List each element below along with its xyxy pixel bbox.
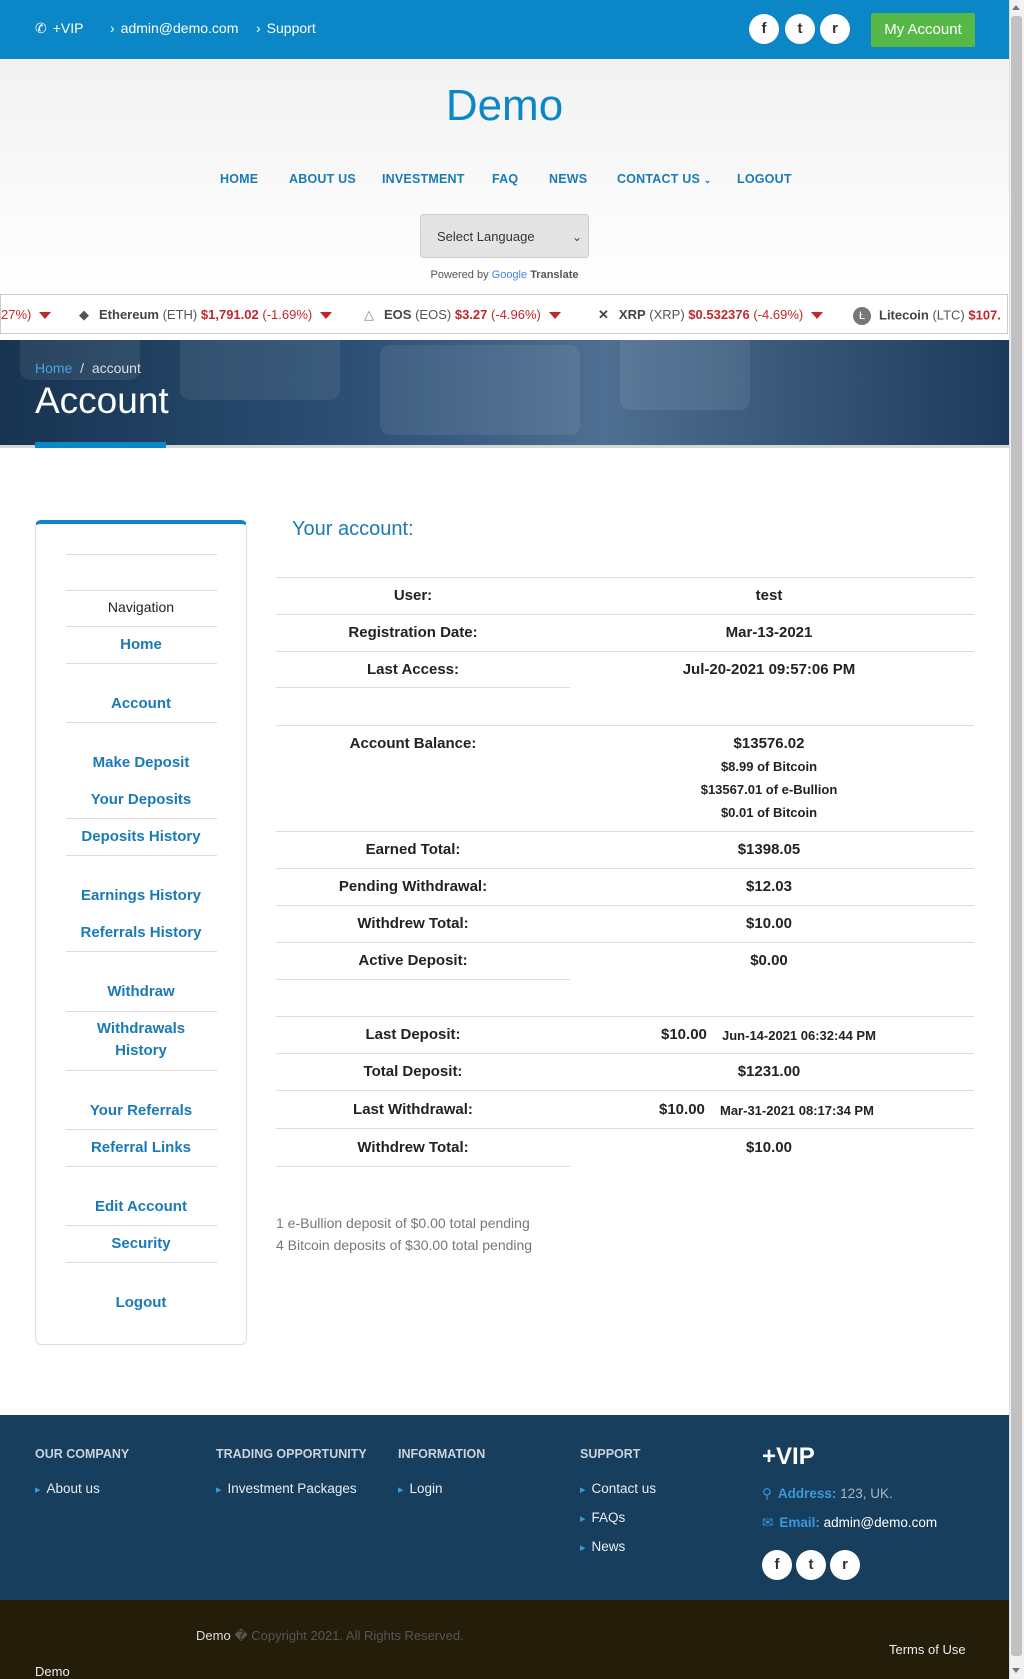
withdrew-total-value: $10.00 <box>746 915 792 932</box>
last-withdrawal-value: $10.00 <box>659 1101 705 1118</box>
divider <box>66 951 217 952</box>
support-text: Support <box>266 20 316 36</box>
last-deposit-label: Last Deposit: <box>365 1026 461 1043</box>
footer-heading-information: INFORMATION <box>398 1447 486 1461</box>
map-marker-icon: ⚲ <box>762 1486 772 1501</box>
footer-link-label: Contact us <box>591 1481 657 1496</box>
chevron-down-icon: ⌄ <box>571 230 582 244</box>
language-select[interactable] <box>420 214 589 258</box>
footer-address <box>762 1486 893 1502</box>
divider <box>66 1129 217 1130</box>
phone-icon: ✆ <box>35 20 47 36</box>
chevron-right-icon: › <box>256 20 261 36</box>
withdrew-total-label: Withdrew Total: <box>357 915 469 932</box>
balance-item: $13567.01 of e-Bullion <box>700 782 838 797</box>
header <box>0 59 1009 294</box>
divider <box>66 554 217 555</box>
google-logo[interactable]: Google <box>491 269 528 281</box>
pending-note: 4 Bitcoin deposits of $30.00 total pending <box>276 1237 533 1253</box>
phone-text: +VIP <box>52 20 84 36</box>
balance-item: $8.99 of Bitcoin <box>720 759 818 774</box>
account-heading: Your account: <box>292 518 414 540</box>
account-balance-value: $13576.02 <box>733 735 805 752</box>
row-divider <box>276 725 974 726</box>
copyright <box>196 1628 464 1644</box>
phone-link[interactable] <box>35 20 83 37</box>
twitter-icon[interactable]: t <box>785 14 815 44</box>
ticker-change: (-1.69%) <box>262 307 313 322</box>
ticker-price: $0.532376 <box>688 307 750 322</box>
chevron-down-icon: ⌄ <box>703 175 712 185</box>
footer-link-about-us[interactable] <box>35 1481 100 1496</box>
email-label: Email: <box>779 1515 820 1530</box>
eos-icon: △ <box>364 307 374 322</box>
ticker-name: Litecoin <box>879 307 929 323</box>
caret-right-icon: ▸ <box>216 1484 222 1496</box>
caret-right-icon: ▸ <box>580 1484 586 1496</box>
ticker-name: XRP <box>618 307 646 322</box>
footer-link-investment-packages[interactable] <box>216 1481 357 1496</box>
earned-total-label: Earned Total: <box>365 841 461 858</box>
footer-link-label: About us <box>46 1481 100 1496</box>
row-divider <box>276 831 974 832</box>
nav-faq[interactable]: FAQ <box>492 172 519 186</box>
page-title: Account <box>35 380 169 421</box>
footer-link-label: FAQs <box>591 1510 626 1525</box>
row-divider <box>276 1090 974 1091</box>
divider <box>66 1011 217 1012</box>
divider <box>66 1070 217 1071</box>
row-divider <box>276 1128 974 1129</box>
sidebar-item-your-referrals[interactable]: Your Referrals <box>89 1102 193 1119</box>
user-value: test <box>755 587 783 604</box>
pending-withdrawal-label: Pending Withdrawal: <box>338 878 488 895</box>
xrp-icon: ✕ <box>598 307 609 322</box>
breadcrumb <box>35 360 141 376</box>
divider <box>66 855 217 856</box>
site-logo[interactable]: Demo <box>445 81 564 130</box>
support-link[interactable] <box>256 20 316 36</box>
last-deposit-value: $10.00 <box>661 1026 707 1043</box>
envelope-icon: ✉ <box>762 1515 774 1530</box>
caret-right-icon: ▸ <box>398 1484 404 1496</box>
pending-withdrawal-value: $12.03 <box>746 878 792 895</box>
bottom-demo-link[interactable]: Demo <box>35 1664 70 1679</box>
copyright-text: � Copyright 2021. All Rights Reserved. <box>234 1628 464 1643</box>
sidebar-item-home[interactable]: Home <box>120 636 162 653</box>
footer-heading-support: SUPPORT <box>580 1447 641 1461</box>
footer-link-label: Login <box>409 1481 443 1496</box>
email-text: admin@demo.com <box>120 20 239 36</box>
ticker-symbol: (ETH) <box>162 307 198 322</box>
scroll-up-arrow-icon[interactable] <box>1012 5 1020 10</box>
nav-logout[interactable]: LOGOUT <box>737 172 792 186</box>
footer-link-label: News <box>591 1539 626 1554</box>
sidebar-item-your-deposits[interactable]: Your Deposits <box>90 791 192 808</box>
banner-key-shape <box>180 340 340 400</box>
down-arrow-icon <box>320 312 332 319</box>
divider <box>66 663 217 664</box>
divider <box>66 626 217 627</box>
active-deposit-value: $0.00 <box>750 952 788 969</box>
footer <box>0 1415 1009 1600</box>
footer-link-login[interactable] <box>398 1481 443 1496</box>
footer-brand: +VIP <box>762 1443 815 1470</box>
copyright-brand[interactable]: Demo <box>196 1628 231 1643</box>
ticker-item[interactable] <box>598 307 823 323</box>
sidebar-item-withdrawals-history[interactable] <box>36 1018 246 1062</box>
caret-right-icon: ▸ <box>580 1542 586 1554</box>
litecoin-icon: Ł <box>853 307 871 325</box>
registration-date-label: Registration Date: <box>348 624 478 641</box>
row-divider <box>276 614 974 615</box>
nav-contact-label: CONTACT US <box>617 172 701 186</box>
caret-right-icon: ▸ <box>580 1513 586 1525</box>
down-arrow-icon <box>39 312 51 319</box>
divider <box>66 1225 217 1226</box>
down-arrow-icon <box>549 312 561 319</box>
sidebar-item-withdraw[interactable]: Withdraw <box>107 983 175 1000</box>
email-value[interactable]: admin@demo.com <box>823 1515 938 1530</box>
powered-by-google <box>0 269 1009 281</box>
registration-date-value: Mar-13-2021 <box>725 624 813 641</box>
footer-link-faqs[interactable] <box>580 1510 625 1525</box>
address-value: 123, UK. <box>840 1486 893 1501</box>
bottom-bar <box>0 1600 1009 1679</box>
footer-email <box>762 1515 937 1531</box>
page-banner <box>0 340 1009 445</box>
sidebar-item-make-deposit[interactable]: Make Deposit <box>92 754 190 771</box>
rss-icon[interactable]: r <box>830 1550 860 1580</box>
row-divider <box>276 687 570 688</box>
footer-link-contact-us[interactable] <box>580 1481 656 1496</box>
pending-note: 1 e-Bullion deposit of $0.00 total pending <box>276 1215 530 1231</box>
caret-right-icon: ▸ <box>35 1484 41 1496</box>
scrollbar-thumb[interactable] <box>1011 16 1022 1656</box>
title-underline <box>35 442 166 448</box>
ticker-item[interactable] <box>1 307 51 322</box>
breadcrumb-separator: / <box>80 360 85 376</box>
divider <box>66 722 217 723</box>
total-deposit-value: $1231.00 <box>737 1063 801 1080</box>
powered-by-text: Powered by <box>430 269 489 281</box>
sidebar-item-security[interactable]: Security <box>111 1235 171 1252</box>
nav-news[interactable]: NEWS <box>549 172 588 186</box>
down-arrow-icon <box>811 312 823 319</box>
address-label: Address: <box>777 1486 837 1501</box>
ticker-item[interactable] <box>364 307 561 323</box>
earned-total-value: $1398.05 <box>737 841 801 858</box>
my-account-button[interactable]: My Account <box>871 13 975 47</box>
row-divider <box>276 942 974 943</box>
last-deposit-date: Jun-14-2021 06:32:44 PM <box>722 1028 876 1043</box>
facebook-icon[interactable]: f <box>762 1550 792 1580</box>
ticker-price: $3.27 <box>454 307 488 322</box>
divider <box>66 1166 217 1167</box>
footer-heading-trading: TRADING OPPORTUNITY <box>216 1447 367 1461</box>
footer-link-label: Investment Packages <box>227 1481 357 1496</box>
row-divider <box>276 868 974 869</box>
facebook-icon[interactable]: f <box>749 14 779 44</box>
sidebar-item-earnings-history[interactable]: Earnings History <box>80 887 202 904</box>
sidebar-item-referral-links[interactable]: Referral Links <box>90 1139 192 1156</box>
nav-home[interactable]: HOME <box>220 172 259 186</box>
balance-item: $0.01 of Bitcoin <box>720 805 818 820</box>
row-divider <box>276 1016 974 1017</box>
withdrew-total-label: Withdrew Total: <box>357 1139 469 1156</box>
rss-icon[interactable]: r <box>820 14 850 44</box>
ticker-change: (-4.96%) <box>491 307 541 322</box>
ticker-change: (-4.69%) <box>753 307 804 322</box>
translate-link[interactable]: Translate <box>530 269 579 281</box>
active-deposit-label: Active Deposit: <box>358 952 468 969</box>
row-divider <box>276 1053 974 1054</box>
language-select-value: Select Language <box>437 229 535 244</box>
twitter-icon[interactable]: t <box>796 1550 826 1580</box>
breadcrumb-current: account <box>91 360 141 376</box>
nav-about-us[interactable]: ABOUT US <box>289 172 356 186</box>
email-link[interactable] <box>110 20 238 36</box>
withdrew-total-value: $10.00 <box>746 1139 792 1156</box>
ticker-item[interactable] <box>79 307 332 323</box>
terms-link[interactable]: Terms of Use <box>889 1642 966 1657</box>
chevron-right-icon: › <box>110 20 115 36</box>
divider <box>66 1262 217 1263</box>
row-divider <box>276 979 570 980</box>
scroll-down-arrow-icon[interactable] <box>1012 1668 1020 1673</box>
last-withdrawal-date: Mar-31-2021 08:17:34 PM <box>720 1103 874 1118</box>
ticker-item[interactable] <box>853 307 1001 325</box>
account-sidebar <box>35 520 247 1345</box>
sidebar-item-deposits-history[interactable]: Deposits History <box>81 828 201 845</box>
nav-investment[interactable]: INVESTMENT <box>382 172 465 186</box>
sidebar-item-referrals-history[interactable]: Referrals History <box>80 924 202 941</box>
ticker-change: 27%) <box>1 307 32 322</box>
footer-link-news[interactable] <box>580 1539 625 1554</box>
sidebar-item-edit-account[interactable]: Edit Account <box>95 1198 187 1215</box>
last-withdrawal-label: Last Withdrawal: <box>353 1101 473 1118</box>
sidebar-item-label: History <box>115 1042 167 1059</box>
ticker-symbol: (XRP) <box>649 307 685 322</box>
ticker-symbol: (LTC) <box>932 307 965 323</box>
banner-key-shape <box>380 345 580 435</box>
user-label: User: <box>393 587 433 604</box>
banner-key-shape <box>620 340 750 410</box>
divider <box>66 590 217 591</box>
ticker-price: $1,791.02 <box>200 307 259 322</box>
last-access-label: Last Access: <box>367 661 459 678</box>
ticker-name: Ethereum <box>99 307 159 322</box>
sidebar-item-label: Withdrawals <box>96 1020 186 1037</box>
ticker-name: EOS <box>384 307 412 322</box>
row-divider <box>276 651 974 652</box>
sidebar-item-logout[interactable]: Logout <box>115 1294 167 1311</box>
ticker-symbol: (EOS) <box>415 307 452 322</box>
row-divider <box>276 1166 570 1167</box>
sidebar-item-account[interactable]: Account <box>111 695 171 712</box>
nav-contact-us[interactable] <box>617 172 711 186</box>
footer-heading-company: OUR COMPANY <box>35 1447 130 1461</box>
total-deposit-label: Total Deposit: <box>363 1063 463 1080</box>
last-access-value: Jul-20-2021 09:57:06 PM <box>682 661 856 678</box>
row-divider <box>276 577 974 578</box>
ethereum-icon: ◆ <box>79 307 89 322</box>
breadcrumb-home[interactable]: Home <box>35 360 73 376</box>
row-divider <box>276 905 974 906</box>
sidebar-heading: Navigation <box>107 599 175 615</box>
top-bar <box>0 0 1009 59</box>
account-balance-label: Account Balance: <box>349 735 477 752</box>
divider <box>66 818 217 819</box>
ticker-price: $107. <box>968 307 1001 323</box>
crypto-ticker <box>0 294 1008 334</box>
